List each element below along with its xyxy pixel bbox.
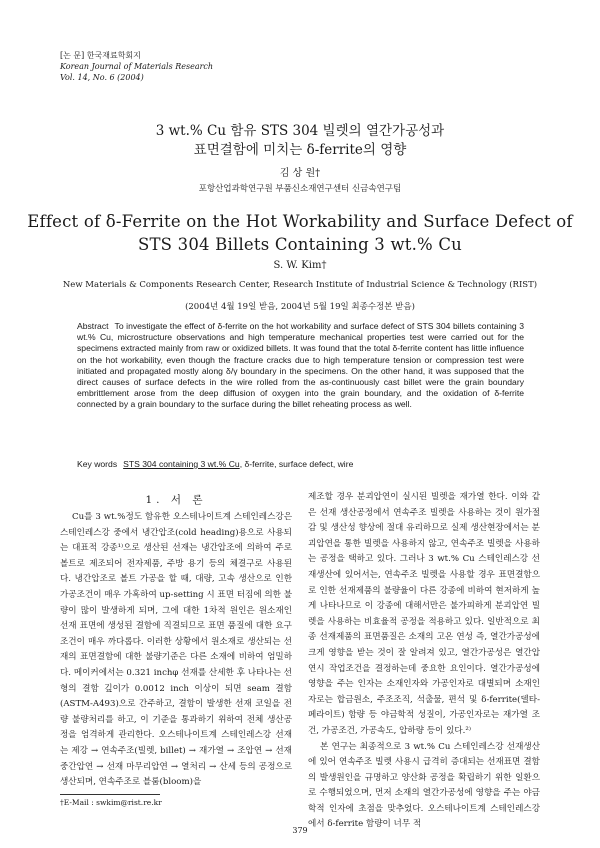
footnote-divider xyxy=(60,794,160,795)
section-heading-introduction: 1. 서 론 xyxy=(145,494,207,506)
keywords xyxy=(77,459,524,469)
journal-name: Korean Journal of Materials Research xyxy=(60,62,214,71)
right-column xyxy=(308,490,540,833)
english-title-line2: STS 304 Billets Containing 3 wt.% Cu xyxy=(137,235,463,254)
journal-section-label: [논 문] 한국재료학회지 xyxy=(60,51,141,60)
korean-affiliation: 포항산업과학연구원 부품신소재연구센터 신금속연구팀 xyxy=(198,184,402,194)
right-paragraph: 본 연구는 최종적으로 3 wt.% Cu 스테인레스강 선재생산에 있어 연속주조 빌렛 사용시 급격히 증대되는 선재표면 결함의 발생원인을 규명하고 양산화 공정을 확립하기 위한 일환으로 수행되었으며, 먼저 소재의 열간가공성에 영향을 주는 야금학적 인자에 초점을 맞추었다. 오스테나이트계 스테인레스강에서 δ-ferrite 함량이 너무 적 xyxy=(308,741,540,830)
keyword-underlined: STS 304 containing 3 wt.% Cu xyxy=(123,459,240,469)
english-title-line1: Effect of δ-Ferrite on the Hot Workability and Surface Defect of xyxy=(27,212,573,231)
keywords-rest: , δ-ferrite, surface defect, wire xyxy=(239,459,354,469)
korean-title-line1: 3 wt.% Cu 함유 STS 304 빌렛의 열간가공성과 xyxy=(155,123,445,139)
journal-volume: Vol. 14, No. 6 (2004) xyxy=(60,73,144,82)
footnote-email: †E-Mail : swkim@rist.re.kr xyxy=(60,798,162,807)
english-title xyxy=(0,210,600,256)
abstract-label: Abstract xyxy=(77,321,109,331)
left-paragraph: Cu를 3 wt.%정도 함유한 오스테나이트계 스테인레스강은 스테인레스강 중에서 냉간압조(cold heading)용으로 사용되는 대표적 강종¹⁾으로 생산된 선재는 냉간압조에 의하여 주로 볼트로 제조되어 전자제품, 주방 용기 등의 체결구로 사용된다. 냉간압조로 볼트 가공을 할 때, 대량, 고속 생산으로 인한 가공조건이 매우 가혹하여 up-setting 시 표면 터짐에 의한 불량이 많이 발생하게 되며, 그에 대한 1차적 원인은 원소재인 선재 표면에 생성된 결함에 직결되므로 표면 품질에 대한 요구조건이 매우 까다롭다. 이러한 상황에서 원소재로 생산되는 선재의 표면결함에 대한 불량기준은 다른 소재에 비하여 엄밀하다. 메이커에서는 0.321 inchφ 선재를 산세한 후 나타나는 선형의 결함 깊이가 0.0012 inch 이상이 되면 seam 결함(ASTM-A493)으로 간주하고, 결함이 발생한 선재 코일을 전량 불량처리를 하고, 이 기준을 통과하기 위하여 전체 생산공정을 엄격하게 관리한다. 오스테나이트계 스테인레스강 선재는 제강 → 연속주조(빌렛, billet) → 재가열 → 조압연 → 선재 중간압연 → 선재 마무리압연 → 열처리 → 산세 등의 공정으로 생산되며, 연속주조로 블룸(bloom)을 xyxy=(60,512,293,788)
journal-header xyxy=(60,50,213,83)
right-paragraph: 제조할 경우 분괴압연이 실시된 빌렛을 재가열 한다. 이와 같은 선재 생산공정에서 연속주조 빌렛을 사용하는 것이 원가절감 및 생산성 향상에 절대 유리하므로 실제 생산현장에서는 분괴압연을 통한 빌렛을 사용하지 않고, 연속주조 빌렛을 사용하는 공정을 택하고 있다. 그러나 3 wt.% Cu 스테인레스강 선재생산에 있어서는, 연속주조 빌렛을 사용할 경우 표면결함으로 인한 선재제품의 불량율이 다른 강종에 비하여 현저하게 높게 나타나므로 이 강종에 대해서만은 불가피하게 분괴압연 빌렛을 사용하는 비효율적 공정을 적용하고 있다. 일반적으로 최종 선재제품의 표면품질은 소재의 고온 연성 즉, 열간가공성에 크게 영향을 받는 것이 잘 알려져 있고, 열간가공성은 열간압연시 작업조건을 결정하는데 중요한 요인이다. 열간가공성에 영향을 주는 인자는 소재인자와 가공인자로 대별되며 소재인자로는 합금원소, 주조조직, 석출물, 편석 및 δ-ferrite(델타-페라이트) 함량 등 야금학적 성질이, 가공인자로는 재가열 조건, 가공조건, 가공속도, 압하량 등이 있다.²⁾ xyxy=(308,492,540,736)
english-affiliation: New Materials & Components Research Center, Research Institute of Industrial Science & Technology (RIST) xyxy=(62,280,538,290)
received-dates: (2004년 4월 19일 받음, 2004년 5월 19일 최종수정본 받음) xyxy=(185,302,415,312)
abstract-text: To investigate the effect of δ-ferrite on the hot workability and surface defect of STS 304 billets containing 3 wt.% Cu, microstructure observations and high temperature mechanical properties test were carried out for the specimens extracted mainly from raw or oxidized billets. It was found that the total δ-ferrite content has little influence on the hot workability, even though the fracture cracks due to high temperature tension or compression test were initiated and propagated mostly along δ/γ boundary in the specimens. On the other hand, it was supposed that the direct causes of surface defects in the wire rolled from the as-continuously cast billet were the grain boundary embrittlement arose from the deep diffusion of oxygen into the grain boundary, and the oxidation of δ-ferrite connected by a grain boundary to the surface during the billet reheating process as well. xyxy=(77,321,524,410)
page-number: 379 xyxy=(292,826,308,835)
korean-title-line2: 표면결함에 미치는 δ-ferrite의 영향 xyxy=(193,142,407,158)
abstract xyxy=(77,321,524,411)
korean-author: 김 상 원† xyxy=(279,168,321,179)
english-author: S. W. Kim† xyxy=(273,260,327,271)
korean-title xyxy=(0,122,600,160)
keywords-label: Key words xyxy=(77,459,118,469)
left-column xyxy=(60,510,292,791)
